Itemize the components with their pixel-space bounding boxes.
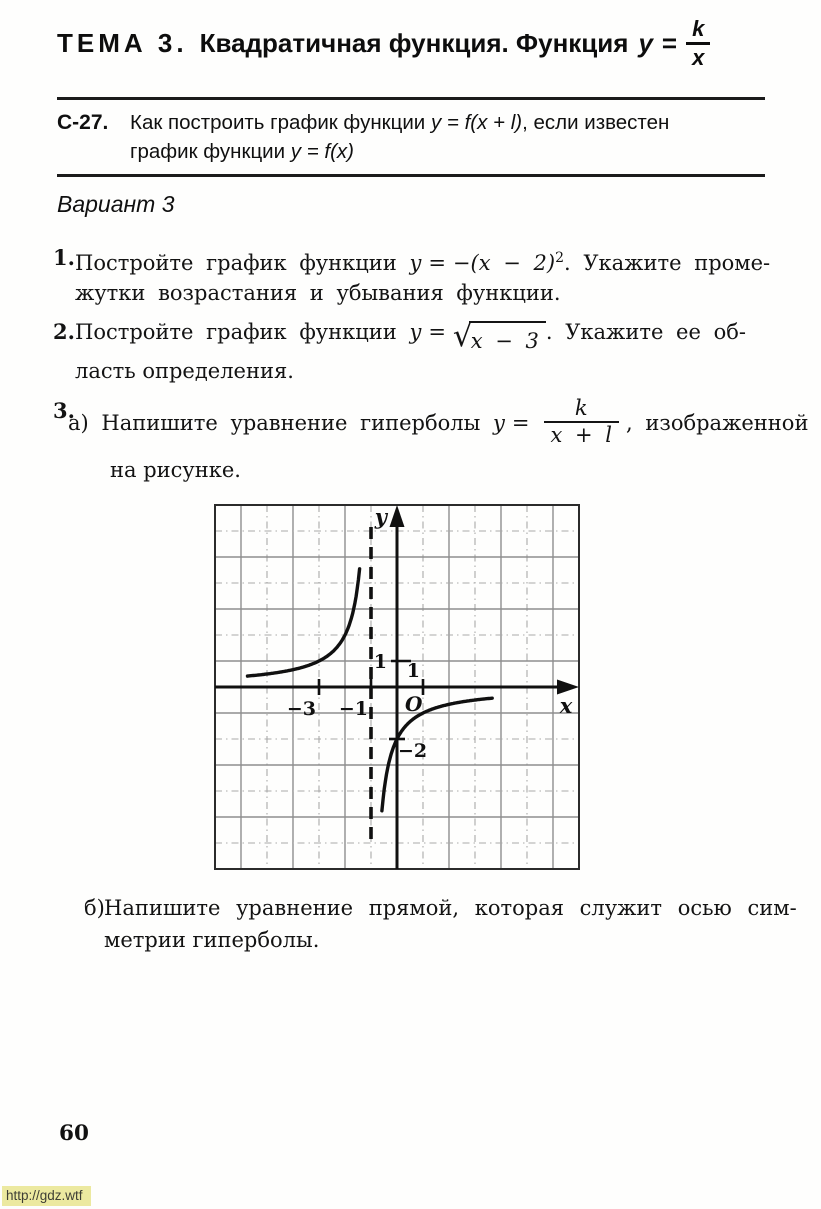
problem-3-line-2: на рисунке. — [110, 458, 241, 482]
problem-1-text — [75, 243, 769, 308]
problem-1-line-2: жутки возрастания и убывания функции. — [75, 281, 561, 305]
section-heading — [57, 108, 769, 166]
hyperbola-figure — [212, 502, 582, 872]
horizontal-rule-bottom — [57, 174, 765, 177]
section-line1-math: y = f(x + l) — [430, 111, 523, 134]
section-line2-pre: график функции — [130, 140, 291, 163]
problem-3-number: 3. — [53, 398, 75, 423]
problem-1-line-1 — [75, 243, 769, 278]
problem-3b-label: б) — [84, 896, 105, 920]
problem-1-expression: −(x − 2) — [452, 251, 556, 275]
x-tick-label: −3 — [286, 698, 316, 720]
problem-3-equals: = — [511, 411, 530, 435]
problem-3b-line-1: Напишите уравнение прямой, которая служит осью сим- — [104, 896, 797, 920]
x-tick-label: −1 — [338, 698, 368, 720]
problem-2-line-2: ласть определения. — [75, 359, 294, 383]
problem-3b-text — [104, 892, 797, 956]
section-line1-pre: Как построить график функции — [130, 111, 431, 134]
problem-3-line-1 — [68, 396, 809, 450]
section-line-2 — [130, 137, 669, 166]
problem-2-tail: . Укажите ее об- — [545, 320, 746, 344]
problem-1-number: 1. — [53, 245, 75, 270]
problem-3-lead: Напишите уравнение гиперболы — [101, 411, 494, 435]
topic-label: ТЕМА 3. — [57, 27, 188, 58]
origin-label: O — [405, 692, 423, 716]
topic-title: Квадратичная функция. Функция — [199, 27, 629, 58]
problem-3b — [84, 892, 797, 956]
square-root — [452, 318, 546, 356]
title-fraction-denominator: x — [686, 42, 710, 71]
problem-2-equals: = — [428, 320, 446, 344]
problem-2-line-1 — [75, 317, 769, 356]
problem-1 — [53, 243, 769, 308]
problem-3-part-label: а) — [68, 411, 102, 435]
problem-3-tail: , изображенной — [626, 411, 809, 435]
x-axis-label: x — [559, 693, 573, 718]
section-line2-math: y = f(x) — [290, 140, 354, 163]
problem-1-exponent: 2 — [555, 250, 564, 266]
title-fraction-numerator: k — [692, 16, 705, 41]
section-text — [130, 108, 669, 166]
problem-2-math-y: y — [409, 320, 422, 344]
y-tick-label: −2 — [398, 740, 428, 762]
problem-3-fraction-numerator: k — [574, 396, 588, 421]
problem-1-equals: = — [428, 251, 446, 275]
problem-2-text — [75, 317, 769, 386]
title-math — [638, 16, 710, 71]
problem-3-math-y: y — [493, 411, 505, 435]
problem-3 — [53, 396, 809, 485]
problem-2-lead: Постройте график функции — [75, 320, 410, 344]
radicand: x − 3 — [469, 321, 546, 356]
variant-heading: Вариант 3 — [57, 191, 175, 217]
y-axis-arrow-icon — [390, 505, 405, 527]
problem-2-number: 2. — [53, 319, 75, 344]
problem-3-fraction — [544, 397, 620, 448]
problem-1-tail: . Укажите проме- — [563, 251, 771, 275]
radical-sign: √ — [452, 318, 473, 354]
watermark: http://gdz.wtf — [2, 1186, 91, 1206]
section-label: С-27. — [57, 111, 109, 134]
problem-1-math-y: y — [409, 251, 422, 275]
y-tick-label: 1 — [373, 651, 387, 673]
horizontal-rule-top — [57, 97, 765, 100]
hyperbola-left-branch — [248, 569, 360, 676]
problem-2 — [53, 317, 769, 386]
section-line-1 — [130, 108, 669, 137]
title-fraction — [686, 16, 710, 71]
problem-3-text — [68, 396, 809, 485]
y-axis-label: y — [374, 504, 387, 529]
x-tick-label: 1 — [406, 660, 420, 682]
problem-1-lead: Постройте график функции — [75, 251, 410, 275]
page-title — [57, 16, 710, 71]
problem-3b-line-2: метрии гиперболы. — [104, 928, 320, 952]
title-math-y: y — [638, 27, 653, 58]
hyperbola-plot — [212, 502, 582, 872]
section-line1-post: , если известен — [522, 111, 670, 134]
page-number: 60 — [59, 1121, 89, 1146]
problem-3-fraction-denominator: x + l — [544, 421, 620, 449]
title-math-equals: = — [661, 27, 678, 58]
